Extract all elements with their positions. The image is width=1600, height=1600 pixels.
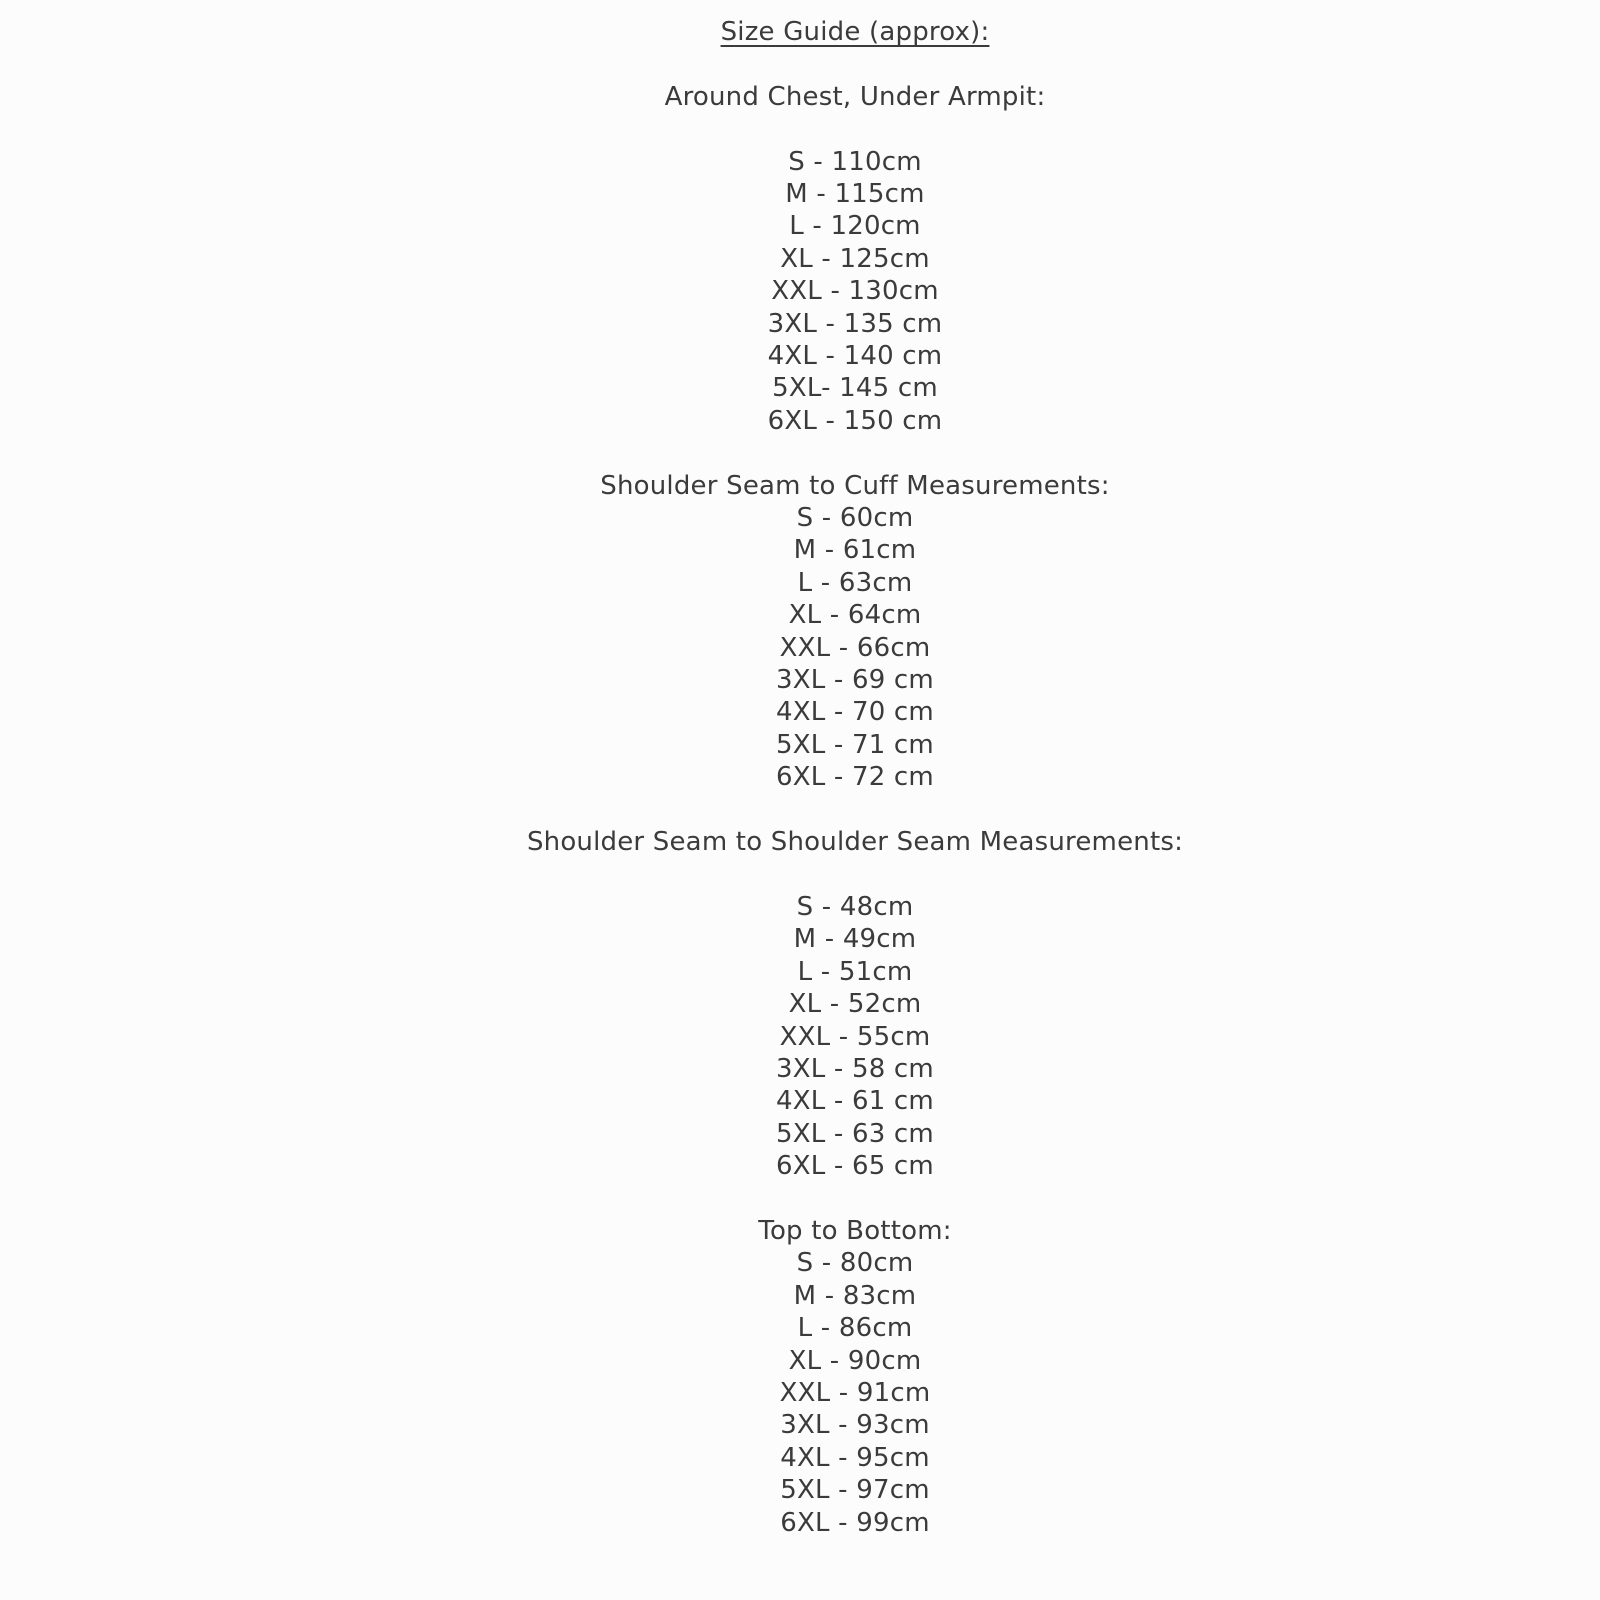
size-line: 5XL - 71 cm — [776, 729, 934, 760]
size-line: 6XL - 72 cm — [776, 762, 934, 793]
size-line: XXL - 55cm — [779, 1021, 931, 1052]
size-line: 6XL - 99cm — [780, 1507, 930, 1538]
size-line: 4XL - 70 cm — [776, 697, 934, 728]
size-line: S - 60cm — [796, 503, 914, 534]
size-line: XL - 125cm — [780, 243, 930, 274]
size-line: 4XL - 140 cm — [767, 341, 943, 372]
blank-line — [110, 437, 1600, 469]
blank-line — [110, 794, 1600, 826]
size-line: 6XL - 150 cm — [767, 405, 943, 436]
size-line: 3XL - 58 cm — [776, 1053, 934, 1084]
size-line: L - 63cm — [797, 567, 913, 598]
size-line: XL - 64cm — [788, 600, 922, 631]
size-line: S - 80cm — [796, 1248, 914, 1279]
size-line: 4XL - 95cm — [780, 1442, 930, 1473]
size-line: 3XL - 93cm — [780, 1410, 930, 1441]
size-line: XXL - 66cm — [779, 632, 931, 663]
size-line: M - 49cm — [793, 924, 917, 955]
section-heading: Shoulder Seam to Cuff Measurements: — [600, 470, 1110, 501]
size-line: L - 86cm — [797, 1313, 913, 1344]
size-line: 5XL - 63 cm — [776, 1118, 934, 1149]
size-line: M - 61cm — [793, 535, 917, 566]
blank-line — [110, 48, 1600, 80]
blank-line — [110, 1183, 1600, 1215]
size-line: XL - 52cm — [788, 989, 922, 1020]
sections — [110, 81, 1600, 1539]
size-line: M - 115cm — [785, 179, 925, 209]
size-line: S - 48cm — [796, 891, 914, 922]
page-title: Size Guide (approx): — [720, 17, 990, 47]
size-line: XL - 90cm — [788, 1345, 922, 1376]
blank-line — [110, 113, 1600, 145]
size-line: 5XL - 97cm — [780, 1475, 930, 1506]
size-line: XXL - 130cm — [771, 276, 939, 307]
size-line: 3XL - 69 cm — [776, 665, 934, 696]
blank-line — [110, 859, 1600, 891]
size-line: 3XL - 135 cm — [767, 308, 943, 339]
section-heading: Around Chest, Under Armpit: — [664, 81, 1046, 112]
size-line: M - 83cm — [793, 1280, 917, 1311]
size-line: L - 120cm — [789, 211, 921, 242]
size-line: 6XL - 65 cm — [776, 1151, 934, 1182]
size-line: L - 51cm — [797, 956, 913, 987]
section-heading: Top to Bottom: — [758, 1215, 952, 1246]
section-heading: Shoulder Seam to Shoulder Seam Measurements: — [526, 827, 1184, 858]
size-line: 5XL- 145 cm — [772, 373, 938, 404]
size-line: 4XL - 61 cm — [776, 1086, 934, 1117]
size-line: S - 110cm — [788, 146, 922, 177]
size-line: XXL - 91cm — [779, 1377, 931, 1408]
